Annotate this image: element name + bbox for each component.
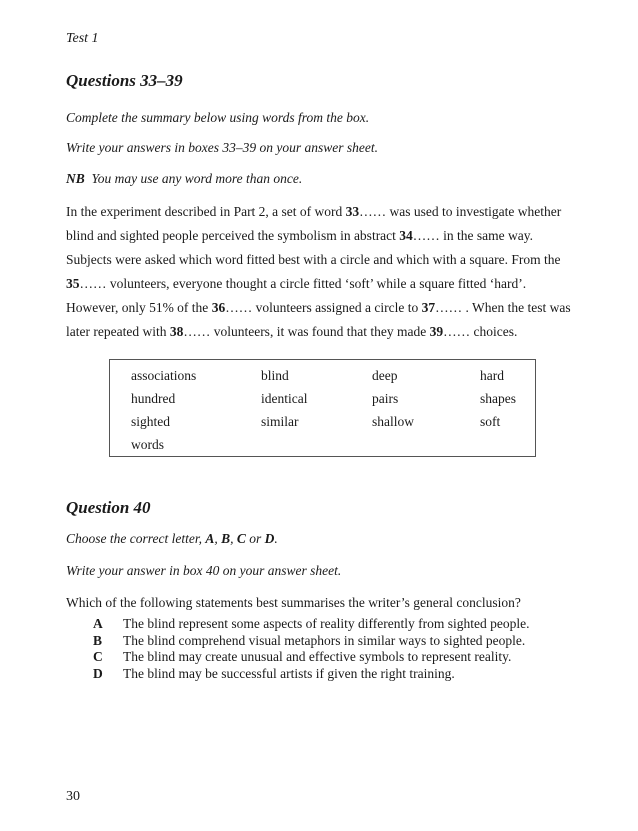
gap-33: 33 xyxy=(345,204,360,219)
instruction-write-answers: Write your answers in boxes 33–39 on your answer sheet. xyxy=(66,140,378,155)
word-option: hundred xyxy=(131,391,176,406)
letter-c: C xyxy=(236,531,246,546)
word-option: sighted xyxy=(131,414,170,429)
option-text: The blind comprehend visual metaphors in similar ways to sighted people. xyxy=(123,632,526,648)
separator: , xyxy=(214,531,222,546)
gap-38: 38 xyxy=(169,324,184,339)
summary-text: …… volunteers assigned a circle to xyxy=(225,300,422,315)
gap-34: 34 xyxy=(399,228,413,243)
running-head: Test 1 xyxy=(66,31,99,46)
letter-d: D xyxy=(264,531,275,546)
summary-line-5 xyxy=(66,296,586,320)
letter-b: B xyxy=(221,531,231,546)
letter-a: A xyxy=(205,531,215,546)
questions-33-39-heading: Questions 33–39 xyxy=(66,71,183,90)
summary-line-4 xyxy=(66,272,586,296)
word-option: pairs xyxy=(372,391,399,406)
summary-text: However, only 51% of the xyxy=(66,300,212,315)
word-option: shallow xyxy=(372,414,414,429)
word-option: shapes xyxy=(480,391,516,406)
summary-text: …… volunteers, it was found that they made xyxy=(183,324,430,339)
summary-line-2 xyxy=(66,224,586,248)
summary-text: …… . When the test was xyxy=(435,300,571,315)
word-option: similar xyxy=(261,414,299,429)
gap-36: 36 xyxy=(211,300,226,315)
summary-text: blind and sighted people perceived the symbolism in abstract xyxy=(66,228,400,243)
word-option: soft xyxy=(480,414,501,429)
word-box xyxy=(109,359,536,457)
word-option: blind xyxy=(261,368,289,383)
summary-text: later repeated with xyxy=(66,324,170,339)
summary-line-3: Subjects were asked which word fitted best with a circle and which with a square. From the xyxy=(66,252,561,267)
word-option: hard xyxy=(480,368,504,383)
instruction-text: or xyxy=(245,531,265,546)
gap-39: 39 xyxy=(429,324,444,339)
summary-line-6 xyxy=(66,320,586,344)
word-option: identical xyxy=(261,391,308,406)
option-letter: D xyxy=(93,665,103,681)
gap-37: 37 xyxy=(421,300,436,315)
word-option: words xyxy=(131,437,164,452)
summary-text: …… was used to investigate whether xyxy=(359,204,562,219)
summary-text: …… in the same way. xyxy=(412,228,534,243)
summary-line-1 xyxy=(66,200,586,224)
instruction-text: Choose the correct letter, xyxy=(66,531,206,546)
question-40-stem: Which of the following statements best summarises the writer’s general conclusion? xyxy=(66,595,521,610)
instruction-complete-summary: Complete the summary below using words from the box. xyxy=(66,110,370,125)
gap-35: 35 xyxy=(66,276,80,291)
option-text: The blind may be successful artists if given the right training. xyxy=(123,665,455,681)
instruction-write-answer-40: Write your answer in box 40 on your answer sheet. xyxy=(66,563,342,578)
option-letter: B xyxy=(93,632,103,648)
summary-paragraph xyxy=(66,200,586,344)
word-option: associations xyxy=(131,368,197,383)
instruction-choose-letter xyxy=(66,531,278,547)
nb-note xyxy=(66,171,302,187)
nb-text: You may use any word more than once. xyxy=(91,171,303,186)
option-text: The blind may create unusual and effective symbols to represent reality. xyxy=(123,649,512,664)
word-option: deep xyxy=(372,368,398,383)
nb-label: NB xyxy=(66,171,85,186)
option-text: The blind represent some aspects of reality differently from sighted people. xyxy=(123,616,530,631)
question-40-heading: Question 40 xyxy=(66,498,151,517)
separator: , xyxy=(230,531,237,546)
summary-text: In the experiment described in Part 2, a set of word xyxy=(66,204,346,219)
summary-text: …… volunteers, everyone thought a circle fitted ‘soft’ while a square fitted ‘hard’. xyxy=(79,276,527,291)
summary-text: …… choices. xyxy=(443,324,518,339)
instruction-text: . xyxy=(274,531,278,546)
page-number: 30 xyxy=(66,789,80,804)
option-letter: C xyxy=(93,649,103,664)
option-letter: A xyxy=(93,616,103,631)
